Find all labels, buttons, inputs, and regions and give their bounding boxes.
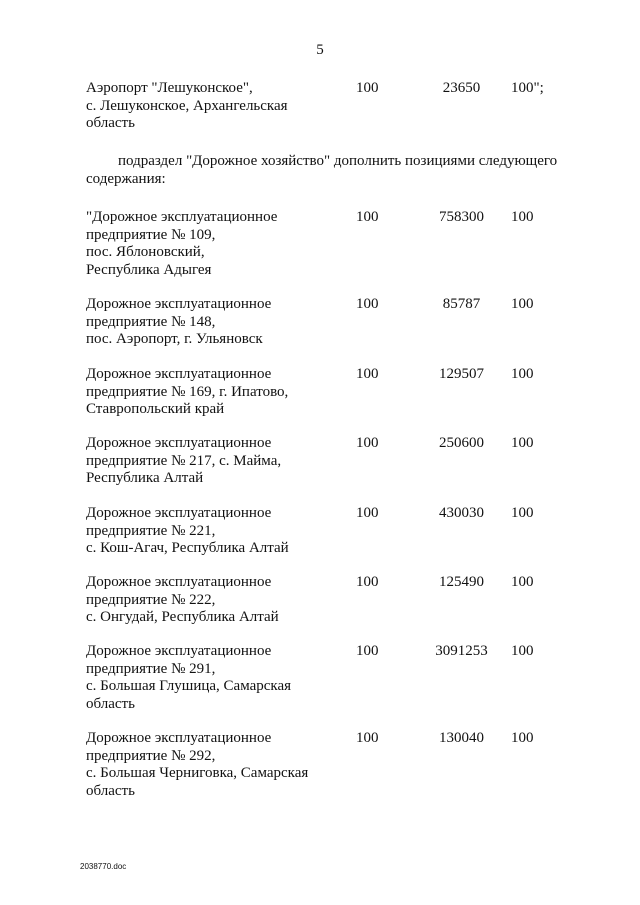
entry-col1: 100 xyxy=(356,366,379,382)
paragraph-line: содержания: xyxy=(86,170,166,187)
entry-name-line: Дорожное эксплуатационное xyxy=(86,574,272,590)
entry-name-line: предприятие № 292, xyxy=(86,747,216,764)
paragraph-line: подраздел "Дорожное хозяйство" дополнить позициями следующего xyxy=(118,153,558,169)
entry-name-line: Дорожное эксплуатационное xyxy=(86,296,272,312)
entry-col1: 100 xyxy=(356,643,379,659)
entry-name-line: пос. Яблоновский, xyxy=(86,244,205,260)
entry-name-line: Ставропольский край xyxy=(86,401,225,417)
entry-col2: 130040 xyxy=(439,730,484,746)
entry-name-line: "Дорожное эксплуатационное xyxy=(86,209,278,225)
entry-name-line: Дорожное эксплуатационное xyxy=(86,435,272,451)
entry-name-line: с. Лешуконское, Архангельская xyxy=(86,97,288,114)
entry-col1: 100 xyxy=(356,80,379,96)
entry-name-line: Дорожное эксплуатационное xyxy=(86,730,272,746)
entry-col3: 100 xyxy=(511,366,534,382)
entry-col3: 100 xyxy=(511,435,534,451)
entry-name xyxy=(86,574,326,627)
entry-col3: 100 xyxy=(511,505,534,521)
entry-col3: 100 xyxy=(511,730,534,746)
entry-col3: 100 xyxy=(511,643,534,659)
amendment-paragraph xyxy=(86,153,586,188)
entry-name-line: область xyxy=(86,782,135,799)
entry-name-line: Дорожное эксплуатационное xyxy=(86,366,272,382)
entry-name-line: пос. Аэропорт, г. Ульяновск xyxy=(86,331,263,347)
entry-col1: 100 xyxy=(356,209,379,225)
entry-col3: 100 xyxy=(511,574,534,590)
document-filename: 2038770.doc xyxy=(80,862,127,871)
entry-col1: 100 xyxy=(356,574,379,590)
entry-name-line: предприятие № 221, xyxy=(86,522,216,539)
entry-name-line: предприятие № 291, xyxy=(86,660,216,677)
entry-col2: 758300 xyxy=(439,209,484,225)
entry-col2: 23650 xyxy=(442,80,481,96)
entry-name-line: область xyxy=(86,695,135,712)
entry-name xyxy=(86,435,326,488)
entry-name-line: предприятие № 169, г. Ипатово, xyxy=(86,383,289,400)
entry-name xyxy=(86,296,326,349)
page-number: 5 xyxy=(316,42,324,58)
entry-name-line: предприятие № 148, xyxy=(86,313,216,330)
entry-name-line: Дорожное эксплуатационное xyxy=(86,643,272,659)
entry-name xyxy=(86,366,326,419)
entry-col2: 250600 xyxy=(439,435,484,451)
entry-name xyxy=(86,730,326,800)
entry-col2: 3091253 xyxy=(435,643,488,659)
entry-name xyxy=(86,80,326,133)
entry-name xyxy=(86,505,326,558)
entry-name-line: предприятие № 222, xyxy=(86,591,216,608)
entry-name-line: с. Большая Глушица, Самарская xyxy=(86,678,292,694)
entry-name-line: Республика Алтай xyxy=(86,470,204,486)
entry-col2: 85787 xyxy=(442,296,481,312)
entry-name-line: с. Кош-Агач, Республика Алтай xyxy=(86,540,289,556)
entry-col3: 100 xyxy=(511,296,534,312)
entry-name xyxy=(86,643,326,713)
entry-col2: 129507 xyxy=(439,366,484,382)
entry-col3: 100 xyxy=(511,209,534,225)
entry-name xyxy=(86,209,326,279)
entry-name-line: Дорожное эксплуатационное xyxy=(86,505,272,521)
entry-name-line: с. Онгудай, Республика Алтай xyxy=(86,609,279,625)
entry-name-line: с. Большая Черниговка, Самарская xyxy=(86,765,309,781)
entry-name-line: предприятие № 217, с. Майма, xyxy=(86,452,282,469)
entry-col3: 100"; xyxy=(511,80,544,96)
entry-name-line: область xyxy=(86,115,135,131)
entry-name-line: предприятие № 109, xyxy=(86,226,216,243)
entry-name-line: Аэропорт "Лешуконское", xyxy=(86,80,253,96)
entry-col1: 100 xyxy=(356,730,379,746)
entry-col2: 125490 xyxy=(439,574,484,590)
entry-name-line: Республика Адыгея xyxy=(86,261,212,278)
entry-col1: 100 xyxy=(356,435,379,451)
entry-col2: 430030 xyxy=(439,505,484,521)
entry-col1: 100 xyxy=(356,296,379,312)
entry-col1: 100 xyxy=(356,505,379,521)
